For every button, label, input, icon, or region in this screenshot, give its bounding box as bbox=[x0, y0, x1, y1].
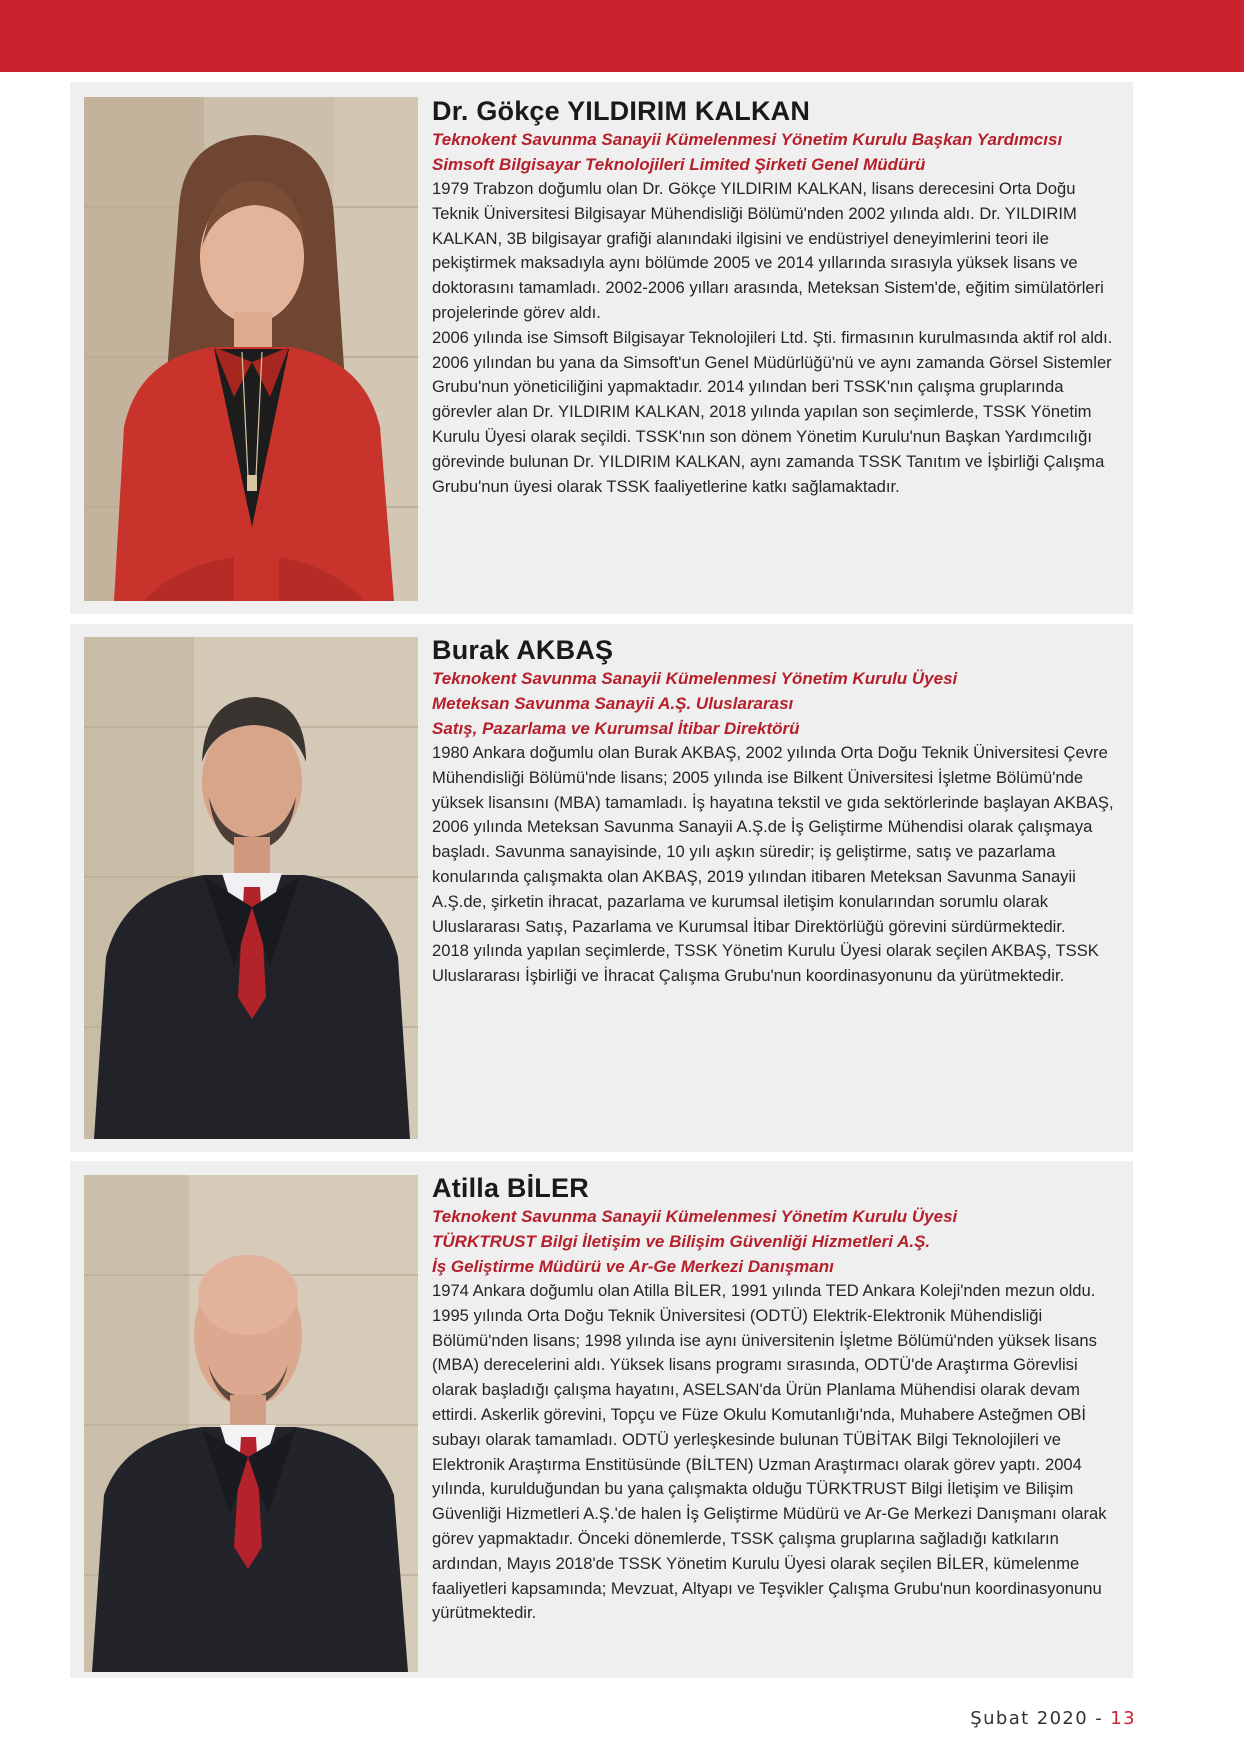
biography bbox=[432, 177, 1114, 499]
top-red-band bbox=[0, 0, 1244, 72]
portrait-photo bbox=[84, 97, 418, 601]
role-line: Teknokent Savunma Sanayii Kümelenmesi Yönetim Kurulu Başkan Yardımcısı bbox=[432, 130, 1063, 149]
bio-paragraph: 1979 Trabzon doğumlu olan Dr. Gökçe YILDIRIM KALKAN, lisans derecesini Orta Doğu Teknik Üniversitesi Bilgisayar Mühendisliği Bölümü'nden 2002 yılında aldı. Dr. YILDIRIM KALKAN, 3B bilgisayar grafiği alanındaki ilgisini ve endüstriyel deneyimlerini teori ile pekiştirmek maksadıyla aynı bölümde 2005 ve 2014 yıllarında sırasıyla yüksek lisans ve doktorasını tamamladı. 2002-2006 yılları arasında, Meteksan Sistem'de, eğitim simülatörleri projelerinde görev aldı. bbox=[432, 179, 1104, 322]
role-line: İş Geliştirme Müdürü ve Ar-Ge Merkezi Danışmanı bbox=[432, 1257, 834, 1276]
biography bbox=[432, 1279, 1114, 1626]
biography bbox=[432, 741, 1114, 989]
page-footer bbox=[970, 1708, 1136, 1729]
portrait-photo bbox=[84, 637, 418, 1139]
bio-paragraph: 1974 Ankara doğumlu olan Atilla BİLER, 1991 yılında TED Ankara Koleji'nden mezun oldu. 1995 yılında Orta Doğu Teknik Üniversitesi (ODTÜ) Elektrik-Elektronik Mühendisliği Bölümü'nden lisans; 1998 yılında ise aynı üniversitenin İşletme Bölümü'nden yüksek lisans (MBA) derecelerini aldı. Yüksek lisans programı sırasında, ODTÜ'de Araştırma Görevlisi olarak başladığı çalışma hayatını, ASELSAN'da Ürün Planlama Mühendisi olarak devam ettirdi. Askerlik görevini, Topçu ve Füze Okulu Komutanlığı'nda, Muhabere Asteğmen OBİ subayı olarak tamamladı. ODTÜ yerleşkesinde bulunan TÜBİTAK Bilgi Teknolojileri ve Elektronik Araştırma Enstitüsünde (BİLTEN) Uzman Araştırmacı olarak görev yaptı. 2004 yılında, kurulduğundan bu yana çalışmakta olduğu TÜRKTRUST Bilgi İletişim ve Bilişim Güvenliği Hizmetleri A.Ş.'de halen İş Geliştirme Müdürü ve Ar-Ge Merkezi Danışmanı olarak görev yapmaktadır. Önceki dönemlerde, TSSK çalışma gruplarına sağladığı katkıların ardından, Mayıs 2018'de TSSK Yönetim Kurulu Üyesi olarak seçilen BİLER, kümelenme faaliyetleri kapsamında; Mevzuat, Altyapı ve Teşvikler Çalışma Grubu'nun koordinasyonunu yürütmektedir. bbox=[432, 1281, 1107, 1623]
bio-paragraph: 1980 Ankara doğumlu olan Burak AKBAŞ, 2002 yılında Orta Doğu Teknik Üniversitesi Çevre Mühendisliği Bölümü'nde lisans; 2005 yılında ise Bilkent Üniversitesi İşletme Bölümü'nde yüksek lisansını (MBA) tamamladı. İş hayatına tekstil ve gıda sektörlerinde başlayan AKBAŞ, 2006 yılında Meteksan Savunma Sanayii A.Ş.de İş Geliştirme Mühendisi olarak çalışmaya başladı. Savunma sanayisinde, 10 yılı aşkın süredir; iş geliştirme, satış ve pazarlama konularında çalışmakta olan AKBAŞ, 2019 yılından itibaren Meteksan Savunma Sanayii A.Ş.de, şirketin ihracat, pazarlama ve kurumsal iletişim konularından sorumlu olarak Uluslararası Satış, Pazarlama ve Kurumsal İtibar Direktörlüğü görevini sürdürmektedir. bbox=[432, 743, 1114, 936]
page-number: 13 bbox=[1110, 1708, 1136, 1729]
role-line: Teknokent Savunma Sanayii Kümelenmesi Yönetim Kurulu Üyesi bbox=[432, 1207, 958, 1226]
role-line: Meteksan Savunma Sanayii A.Ş. Uluslararası bbox=[432, 694, 794, 713]
profile-card bbox=[70, 624, 1133, 1152]
bio-paragraph: 2018 yılında yapılan seçimlerde, TSSK Yönetim Kurulu Üyesi olarak seçilen AKBAŞ, TSSK Uluslararası İşbirliği ve İhracat Çalışma Grubu'nun koordinasyonunu da yürütmektedir. bbox=[432, 941, 1099, 986]
portrait-photo bbox=[84, 1175, 418, 1672]
profile-text bbox=[432, 1173, 1114, 1626]
profile-text bbox=[432, 96, 1114, 499]
issue-date: Şubat 2020 - bbox=[970, 1708, 1111, 1729]
role-line: Satış, Pazarlama ve Kurumsal İtibar Direktörü bbox=[432, 719, 800, 738]
person-name: Burak AKBAŞ bbox=[432, 635, 614, 665]
person-name: Dr. Gökçe YILDIRIM KALKAN bbox=[432, 96, 811, 126]
person-name: Atilla BİLER bbox=[432, 1173, 589, 1203]
role-line: Teknokent Savunma Sanayii Kümelenmesi Yönetim Kurulu Üyesi bbox=[432, 669, 958, 688]
role-line: TÜRKTRUST Bilgi İletişim ve Bilişim Güvenliği Hizmetleri A.Ş. bbox=[432, 1232, 931, 1251]
profile-text bbox=[432, 635, 1114, 989]
role-line: Simsoft Bilgisayar Teknolojileri Limited Şirketi Genel Müdürü bbox=[432, 155, 926, 174]
bio-paragraph: 2006 yılında ise Simsoft Bilgisayar Teknolojileri Ltd. Şti. firmasının kurulmasında aktif rol aldı. 2006 yılından bu yana da Simsoft'un Genel Müdürlüğü'nü ve aynı zamanda Görsel Sistemler Grubu'nun yöneticiliğini yapmaktadır. 2014 yılından beri TSSK'nın çalışma gruplarında görevler alan Dr. YILDIRIM KALKAN, 2018 yılında yapılan son seçimlerde, TSSK Yönetim Kurulu Üyesi olarak seçildi. TSSK'nın son dönem Yönetim Kurulu'nun Başkan Yardımcılığı görevinde bulunan Dr. YILDIRIM KALKAN, aynı zamanda TSSK Tanıtım ve İşbirliği Çalışma Grubu'nun üyesi olarak TSSK faaliyetlerine katkı sağlamaktadır. bbox=[432, 327, 1113, 496]
profile-card bbox=[70, 82, 1133, 614]
profile-card bbox=[70, 1161, 1133, 1678]
